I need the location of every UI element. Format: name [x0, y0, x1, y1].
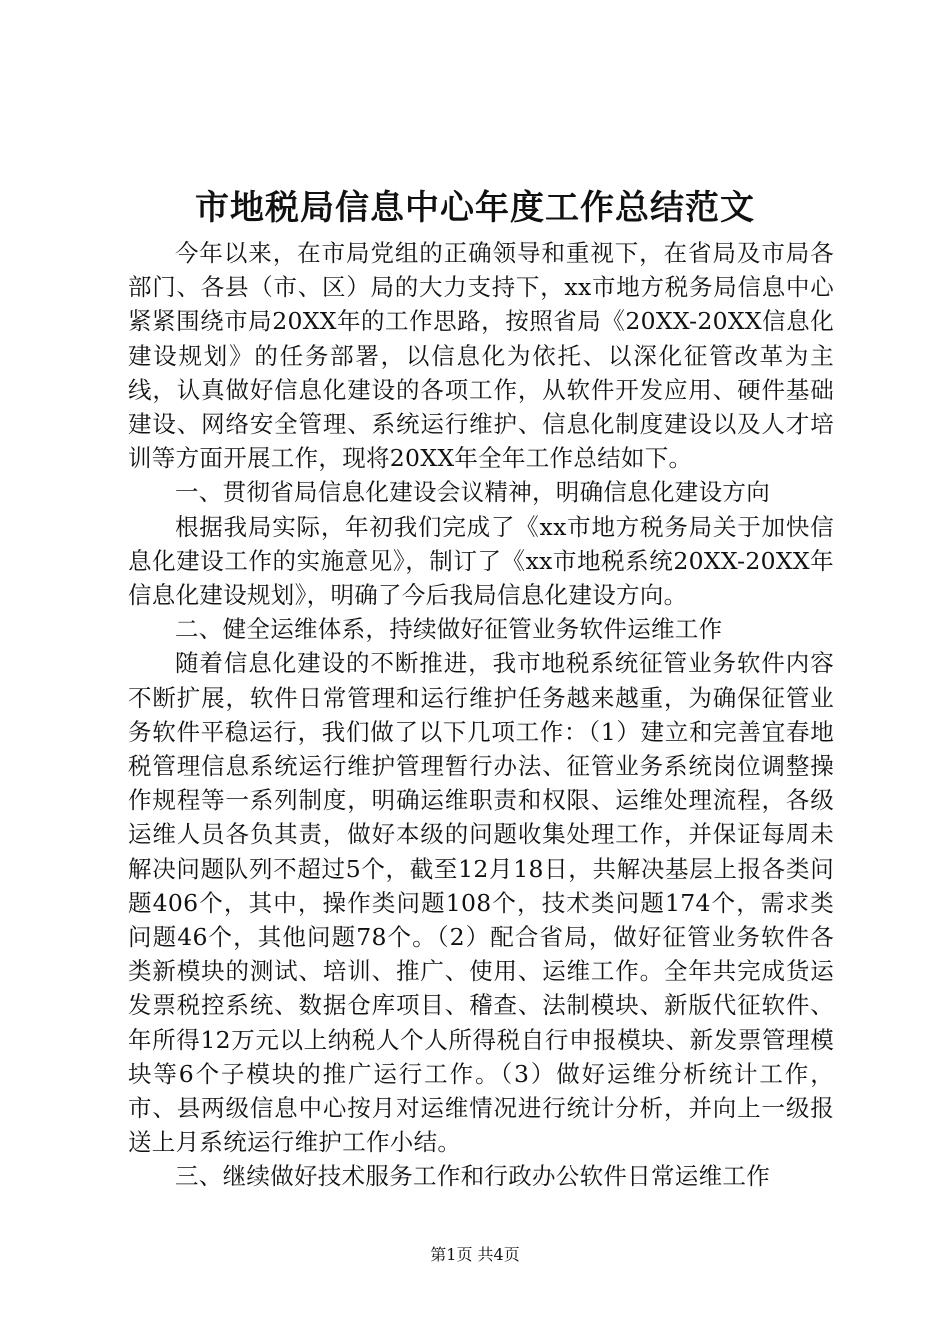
document-body: [128, 236, 834, 1194]
section-1-paragraph: 根据我局实际，年初我们完成了《xx市地方税务局关于加快信息化建设工作的实施意见》，制订了《xx市地税系统20XX-20XX年信息化建设规划》，明确了今后我局信息化建设方向。: [128, 512, 834, 610]
page-number-footer: 第1页 共4页: [430, 1245, 520, 1264]
section-heading-3: 三、继续做好技术服务工作和行政办公软件日常运维工作: [175, 1162, 770, 1191]
section-heading-1: 一、贯彻省局信息化建设会议精神，明确信息化建设方向: [175, 478, 770, 507]
document-title: 市地税局信息中心年度工作总结范文: [195, 188, 755, 228]
intro-paragraph: 今年以来，在市局党组的正确领导和重视下，在省局及市局各部门、各县（市、区）局的大力支持下，xx市地方税务局信息中心紧紧围绕市局20XX年的工作思路，按照省局《20XX-20XX信息化建设规划》的任务部署，以信息化为依托、以深化征管改革为主线，认真做好信息化建设的各项工作，从软件开发应用、硬件基础建设、网络安全管理、系统运行维护、信息化制度建设以及人才培训等方面开展工作，现将20XX年全年工作总结如下。: [128, 239, 834, 473]
section-heading-2: 二、健全运维体系，持续做好征管业务软件运维工作: [175, 615, 723, 644]
section-2-paragraph: 随着信息化建设的不断推进，我市地税系统征管业务软件内容不断扩展，软件日常管理和运行维护任务越来越重，为确保征管业务软件平稳运行，我们做了以下几项工作：（1）建立和完善宜春地税管理信息系统运行维护管理暂行办法、征管业务系统岗位调整操作规程等一系列制度，明确运维职责和权限、运维处理流程，各级运维人员各负其责，做好本级的问题收集处理工作，并保证每周未解决问题队列不超过5个，截至12月18日，共解决基层上报各类问题406个，其中，操作类问题108个，技术类问题174个，需求类问题46个，其他问题78个。（2）配合省局，做好征管业务软件各类新模块的测试、培训、推广、使用、运维工作。全年共完成货运发票税控系统、数据仓库项目、稽查、法制模块、新版代征软件、年所得12万元以上纳税人个人所得税自行申报模块、新发票管理模块等6个子模块的推广运行工作。（3）做好运维分析统计工作，市、县两级信息中心按月对运维情况进行统计分析，并向上一级报送上月系统运行维护工作小结。: [128, 649, 834, 1157]
